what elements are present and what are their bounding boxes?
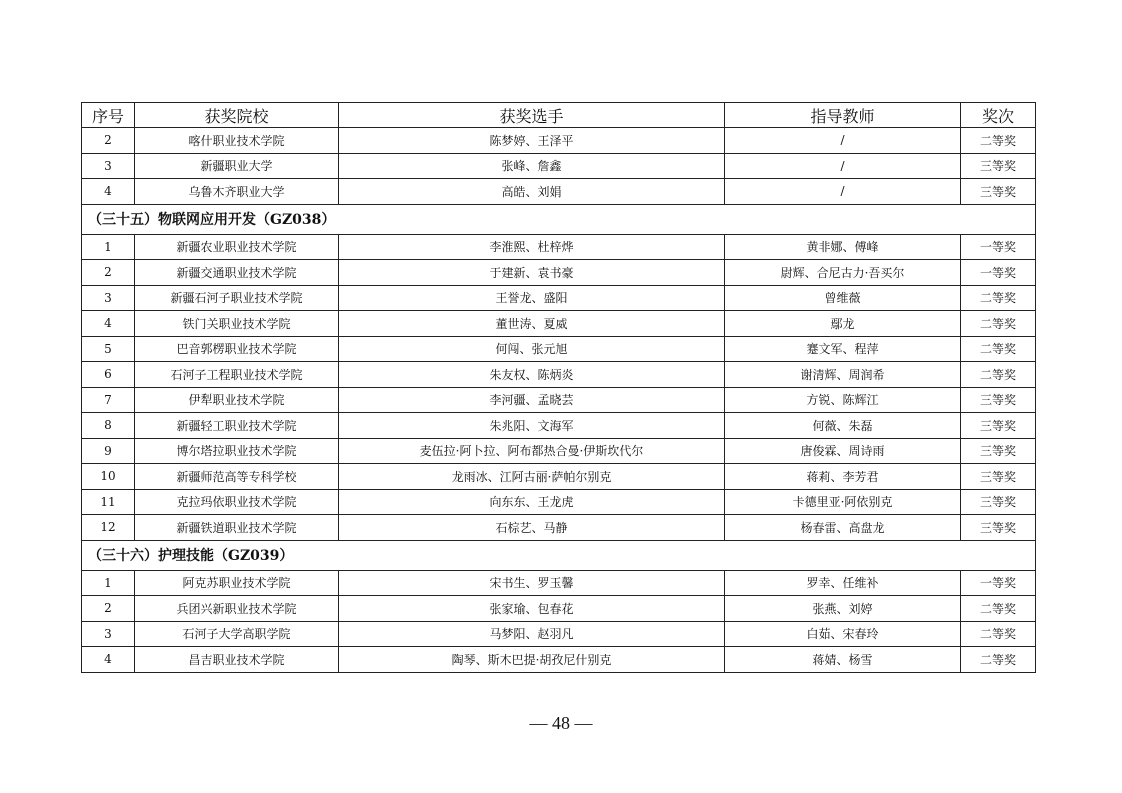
cell-teachers: /	[725, 179, 961, 205]
cell-school: 兵团兴新职业技术学院	[135, 596, 339, 622]
cell-no: 8	[82, 413, 135, 439]
cell-school: 克拉玛依职业技术学院	[135, 489, 339, 515]
cell-no: 2	[82, 596, 135, 622]
section-row	[82, 540, 1036, 570]
cell-teachers: /	[725, 128, 961, 154]
cell-award: 二等奖	[961, 362, 1036, 388]
cell-school: 喀什职业技术学院	[135, 128, 339, 154]
table-row	[82, 413, 1036, 439]
table-row	[82, 647, 1036, 673]
table-row	[82, 336, 1036, 362]
cell-award: 二等奖	[961, 128, 1036, 154]
cell-students: 李河疆、孟晓芸	[339, 387, 725, 413]
header-students: 获奖选手	[339, 103, 725, 128]
table-row	[82, 179, 1036, 205]
cell-students: 高皓、刘娟	[339, 179, 725, 205]
cell-teachers: 曾维薇	[725, 285, 961, 311]
cell-no: 7	[82, 387, 135, 413]
table-row	[82, 387, 1036, 413]
cell-award: 一等奖	[961, 234, 1036, 260]
cell-no: 4	[82, 179, 135, 205]
cell-school: 石河子工程职业技术学院	[135, 362, 339, 388]
cell-award: 三等奖	[961, 413, 1036, 439]
cell-no: 5	[82, 336, 135, 362]
cell-award: 三等奖	[961, 464, 1036, 490]
cell-students: 何闯、张元旭	[339, 336, 725, 362]
cell-students: 马梦阳、赵羽凡	[339, 621, 725, 647]
table-row	[82, 260, 1036, 286]
cell-no: 3	[82, 621, 135, 647]
cell-school: 博尔塔拉职业技术学院	[135, 438, 339, 464]
cell-students: 董世涛、夏威	[339, 311, 725, 337]
header-school: 获奖院校	[135, 103, 339, 128]
cell-students: 陈梦婷、王泽平	[339, 128, 725, 154]
cell-teachers: 鄢龙	[725, 311, 961, 337]
header-award: 奖次	[961, 103, 1036, 128]
cell-award: 二等奖	[961, 311, 1036, 337]
cell-award: 二等奖	[961, 596, 1036, 622]
cell-no: 3	[82, 285, 135, 311]
cell-teachers: 蒋婧、杨雪	[725, 647, 961, 673]
cell-students: 李淮熙、杜梓烨	[339, 234, 725, 260]
section-title: （三十六）护理技能（GZ039）	[82, 540, 1036, 570]
table-row	[82, 362, 1036, 388]
cell-award: 三等奖	[961, 489, 1036, 515]
cell-students: 王誉龙、盛阳	[339, 285, 725, 311]
cell-no: 4	[82, 311, 135, 337]
cell-school: 乌鲁木齐职业大学	[135, 179, 339, 205]
cell-award: 二等奖	[961, 285, 1036, 311]
cell-students: 麦伍拉·阿卜拉、阿布都热合曼·伊斯坎代尔	[339, 438, 725, 464]
cell-teachers: 尉辉、合尼古力·吾买尔	[725, 260, 961, 286]
cell-school: 新疆轻工职业技术学院	[135, 413, 339, 439]
cell-school: 新疆农业职业技术学院	[135, 234, 339, 260]
cell-no: 10	[82, 464, 135, 490]
cell-award: 三等奖	[961, 179, 1036, 205]
cell-teachers: 蒋莉、李芳君	[725, 464, 961, 490]
cell-award: 三等奖	[961, 515, 1036, 541]
cell-no: 2	[82, 260, 135, 286]
cell-award: 二等奖	[961, 621, 1036, 647]
table-row	[82, 621, 1036, 647]
cell-school: 阿克苏职业技术学院	[135, 570, 339, 596]
cell-students: 于建新、袁书豪	[339, 260, 725, 286]
cell-teachers: 唐俊霖、周诗雨	[725, 438, 961, 464]
cell-students: 朱兆阳、文海军	[339, 413, 725, 439]
cell-teachers: 白茹、宋春玲	[725, 621, 961, 647]
cell-no: 12	[82, 515, 135, 541]
cell-award: 一等奖	[961, 260, 1036, 286]
table-row	[82, 153, 1036, 179]
cell-school: 铁门关职业技术学院	[135, 311, 339, 337]
cell-school: 伊犁职业技术学院	[135, 387, 339, 413]
cell-award: 三等奖	[961, 438, 1036, 464]
cell-no: 1	[82, 570, 135, 596]
cell-school: 石河子大学高职学院	[135, 621, 339, 647]
cell-award: 三等奖	[961, 153, 1036, 179]
cell-award: 二等奖	[961, 647, 1036, 673]
cell-students: 张峰、詹鑫	[339, 153, 725, 179]
cell-no: 4	[82, 647, 135, 673]
table-row	[82, 596, 1036, 622]
page-number: — 48 —	[529, 713, 593, 733]
cell-no: 1	[82, 234, 135, 260]
cell-award: 二等奖	[961, 336, 1036, 362]
table-header-row	[82, 103, 1036, 128]
cell-students: 龙雨冰、江阿古丽·萨帕尔别克	[339, 464, 725, 490]
cell-teachers: 谢清辉、周润希	[725, 362, 961, 388]
cell-students: 陶琴、斯木巴提·胡孜尼什别克	[339, 647, 725, 673]
table-row	[82, 489, 1036, 515]
cell-school: 新疆交通职业技术学院	[135, 260, 339, 286]
table-row	[82, 311, 1036, 337]
cell-teachers: 张燕、刘婷	[725, 596, 961, 622]
section-title: （三十五）物联网应用开发（GZ038）	[82, 204, 1036, 234]
cell-award: 三等奖	[961, 387, 1036, 413]
cell-students: 张家瑜、包春花	[339, 596, 725, 622]
cell-no: 2	[82, 128, 135, 154]
cell-teachers: 黄非娜、傅峰	[725, 234, 961, 260]
header-no: 序号	[82, 103, 135, 128]
table-row	[82, 438, 1036, 464]
table-row	[82, 128, 1036, 154]
cell-school: 巴音郭楞职业技术学院	[135, 336, 339, 362]
cell-teachers: 杨春雷、高盘龙	[725, 515, 961, 541]
cell-teachers: 方锐、陈辉江	[725, 387, 961, 413]
cell-teachers: 卡德里亚·阿依别克	[725, 489, 961, 515]
award-table	[81, 102, 1036, 673]
cell-students: 石棕艺、马静	[339, 515, 725, 541]
table-row	[82, 464, 1036, 490]
section-row	[82, 204, 1036, 234]
cell-no: 3	[82, 153, 135, 179]
cell-students: 朱友权、陈炳炎	[339, 362, 725, 388]
cell-no: 9	[82, 438, 135, 464]
cell-school: 新疆铁道职业技术学院	[135, 515, 339, 541]
cell-school: 昌吉职业技术学院	[135, 647, 339, 673]
cell-school: 新疆职业大学	[135, 153, 339, 179]
cell-teachers: 罗幸、任维补	[725, 570, 961, 596]
table-row	[82, 285, 1036, 311]
table-row	[82, 234, 1036, 260]
cell-no: 6	[82, 362, 135, 388]
cell-school: 新疆师范高等专科学校	[135, 464, 339, 490]
cell-teachers: /	[725, 153, 961, 179]
cell-teachers: 何薇、朱磊	[725, 413, 961, 439]
table-row	[82, 570, 1036, 596]
cell-students: 宋书生、罗玉馨	[339, 570, 725, 596]
cell-school: 新疆石河子职业技术学院	[135, 285, 339, 311]
header-teachers: 指导教师	[725, 103, 961, 128]
cell-students: 向东东、王龙虎	[339, 489, 725, 515]
table-row	[82, 515, 1036, 541]
cell-award: 一等奖	[961, 570, 1036, 596]
cell-teachers: 蹇文军、程萍	[725, 336, 961, 362]
cell-no: 11	[82, 489, 135, 515]
